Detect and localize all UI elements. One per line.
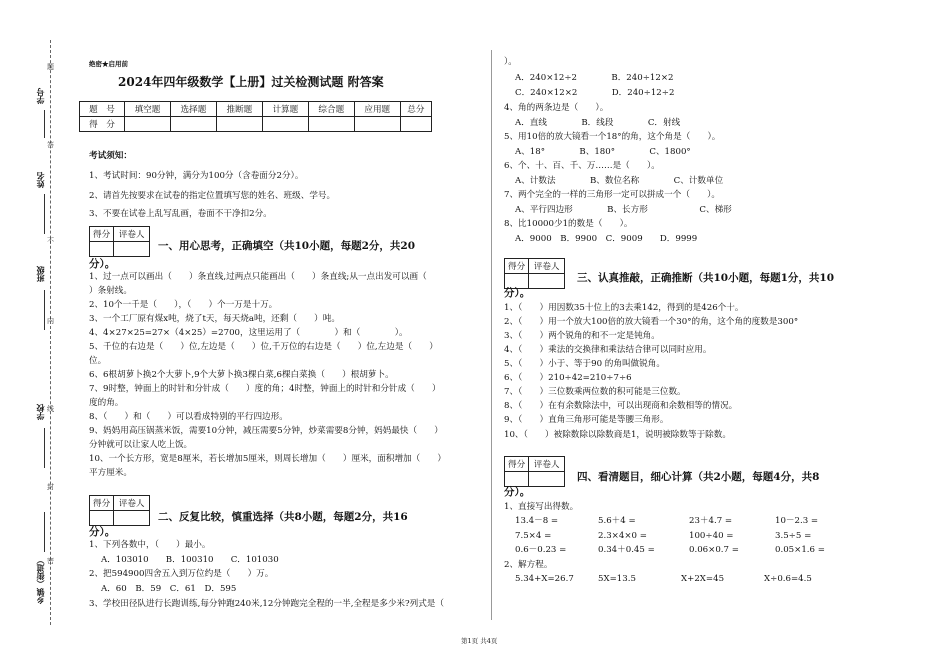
question-line: 4、4×27×25=27×（4×25）=2700，这里运用了（ ）和（ ）。 <box>89 328 408 338</box>
question-line: 2、把594900四舍五入到万位约是（ ）万。 <box>89 569 274 579</box>
township-blank[interactable] <box>34 512 45 552</box>
score-table-cell: 计算题 <box>262 102 308 117</box>
class-label: 班级 <box>35 266 45 282</box>
question-line: 1、（ ）用因数35十位上的3去乘142，得到的是426个十。 <box>504 303 744 313</box>
question-line: 3、学校田径队进行长跑训练,每分钟跑240米,12分钟跑完全程的一半,全程是多少米?列式是（ <box>89 599 444 609</box>
score-table-cell: 得 分 <box>80 117 125 132</box>
score-input-cell[interactable] <box>354 117 400 132</box>
section-title: 二、反复比较，慎重选择（共8小题，每题2分，共16 <box>158 511 408 523</box>
name-blank[interactable] <box>34 194 45 234</box>
grader-score-cell[interactable] <box>505 472 529 487</box>
township-label: 乡镇（街道） <box>35 556 45 604</box>
score-table-header-row <box>80 102 432 117</box>
notice-item: 3、不要在试卷上乱写乱画，卷面不干净扣2分。 <box>89 209 272 219</box>
notice-item: 2、请首先按要求在试卷的指定位置填写您的姓名、班级、学号。 <box>89 191 336 201</box>
secret-label: 绝密★启用前 <box>89 60 128 68</box>
student-id-label: 学号 <box>35 88 45 104</box>
calc-item: 3.5÷5 = <box>775 531 812 541</box>
notice-title: 考试须知： <box>89 151 132 161</box>
equation-item: X+2X=45 <box>681 574 725 584</box>
grader-reviewer-cell[interactable] <box>114 242 150 257</box>
grader-reviewer-label: 评卷人 <box>114 496 150 511</box>
question-line: 9、妈妈用高压锅蒸米饭，需要10分钟，减压需要5分钟，炒菜需要8分钟，妈妈最快（ ） <box>89 426 443 436</box>
question-line: 2、（ ）用一个放大100倍的放大镜看一个30°的角，这个角的度数是300° <box>504 317 799 327</box>
grader-score-label: 得分 <box>505 259 529 274</box>
section-title-end: 分）。 <box>504 287 531 299</box>
grader-score-label: 得分 <box>90 227 114 242</box>
binding-dashed-line <box>50 40 51 625</box>
calc-item: 5.6＋4 = <box>598 516 636 526</box>
calc-item: 2.3×4×0 = <box>598 531 647 541</box>
question-line: A．240×12÷2 B．240÷12×2 <box>515 73 674 83</box>
equation-item: X÷0.6=4.5 <box>764 574 812 584</box>
question-line: 分钟就可以让家人吃上饭。 <box>89 440 193 450</box>
score-input-cell[interactable] <box>262 117 308 132</box>
column-divider <box>491 50 492 620</box>
score-table-cell: 推断题 <box>216 102 262 117</box>
question-line: 10、（ ）被除数除以除数商是1，说明被除数等于除数。 <box>504 430 731 440</box>
grader-reviewer-cell[interactable] <box>529 274 565 289</box>
grader-reviewer-label: 评卷人 <box>114 227 150 242</box>
question-line: 5、用10倍的放大镜看一个18°的角，这个角是（ ）。 <box>504 132 721 142</box>
calc-item: 0.05×1.6 = <box>775 545 825 555</box>
question-line: 1、过一点可以画出（ ）条直线,过两点只能画出（ ）条直线;从一点出发可以画（ <box>89 272 427 282</box>
notice-item: 1、考试时间：90分钟，满分为100分（含卷面分2分）。 <box>89 171 304 181</box>
section-title-end: 分）。 <box>504 486 531 498</box>
score-table-cell: 应用题 <box>354 102 400 117</box>
question-line: C．240×12×2 D．240÷12÷2 <box>515 88 675 98</box>
question-line: 5、（ ）小于、等于90 的角叫做锐角。 <box>504 359 665 369</box>
score-input-cell[interactable] <box>216 117 262 132</box>
cut-mark: 内 <box>47 317 54 325</box>
question-line: 2、解方程。 <box>504 560 553 570</box>
question-line: 4、（ ）乘法的交换律和乘法结合律可以同时应用。 <box>504 345 712 355</box>
page-footer: 第1页 共4页 <box>461 637 498 645</box>
score-table-score-row <box>80 117 432 132</box>
score-input-cell[interactable] <box>125 117 171 132</box>
cut-mark: 答 <box>47 141 54 149</box>
calc-item: 0.34＋0.45 = <box>598 545 655 555</box>
cut-mark: 线 <box>47 405 54 413</box>
equation-item: 5X=13.5 <box>598 574 636 584</box>
equation-item: 5.34+X=26.7 <box>515 574 574 584</box>
score-table <box>79 101 432 132</box>
calc-item: 100÷40 = <box>689 531 734 541</box>
grader-box <box>504 456 565 487</box>
score-table-cell: 总分 <box>400 102 431 117</box>
question-line: A．9000 B．9900 C．9009 D．9999 <box>515 234 698 244</box>
calc-item: 10－2.3 = <box>775 516 819 526</box>
question-line: ）。 <box>504 57 517 67</box>
question-line: 1、下列各数中，（ ）最小。 <box>89 540 211 550</box>
question-line: 3、（ ）两个锐角的和不一定是钝角。 <box>504 331 660 341</box>
question-line: A、平行四边形 B、长方形 C、梯形 <box>515 205 732 215</box>
question-line: 8、比10000少1的数是（ ）。 <box>504 219 633 229</box>
school-label: 学校 <box>35 404 45 420</box>
school-blank[interactable] <box>34 428 45 468</box>
question-line: 平方厘米。 <box>89 468 132 478</box>
score-input-cell[interactable] <box>308 117 354 132</box>
grader-score-label: 得分 <box>505 457 529 472</box>
grader-reviewer-cell[interactable] <box>114 511 150 526</box>
question-line: 度的角。 <box>89 398 124 408</box>
cut-mark: 密 <box>47 557 54 565</box>
question-line: 6、（ ）210÷42=210÷7÷6 <box>504 373 632 383</box>
score-table-cell: 选择题 <box>170 102 216 117</box>
cut-mark: 封 <box>47 483 54 491</box>
grader-score-label: 得分 <box>90 496 114 511</box>
question-line: A．60 B．59 C．61 D．595 <box>101 584 237 594</box>
question-line: A、18° B、180° C、1800° <box>515 147 691 157</box>
question-line: ）条射线。 <box>89 286 132 296</box>
grader-reviewer-label: 评卷人 <box>529 457 565 472</box>
question-line: A．103010 B．100310 C．101030 <box>101 555 279 565</box>
cut-mark: 不 <box>47 237 54 245</box>
question-line: 3、一个工厂原有煤x吨，烧了t天，每天烧a吨，还剩（ ）吨。 <box>89 314 340 324</box>
calc-item: 13.4－8 = <box>515 516 559 526</box>
score-table-cell: 综合题 <box>308 102 354 117</box>
student-id-blank[interactable] <box>34 110 45 138</box>
grader-box <box>89 495 150 526</box>
question-line: 7、（ ）三位数乘两位数的积可能是三位数。 <box>504 387 686 397</box>
score-input-cell[interactable] <box>400 117 431 132</box>
calc-item: 7.5×4 = <box>515 531 552 541</box>
question-line: A、计数法 B、数位名称 C、计数单位 <box>515 176 724 186</box>
grader-score-cell[interactable] <box>90 242 114 257</box>
grader-box <box>89 226 150 257</box>
question-line: 9、（ ）直角三角形可能是等腰三角形。 <box>504 415 669 425</box>
question-line: 1、直接写出得数。 <box>504 502 579 512</box>
question-line: 7、9时整，钟面上的时针和分针成（ ）度的角；4时整，钟面上的时针和分针成（ ） <box>89 384 441 394</box>
calc-item: 0.6－0.23 = <box>515 545 567 555</box>
calc-item: 0.06×0.7 = <box>689 545 739 555</box>
question-line: 位。 <box>89 356 107 366</box>
question-line: 6、6根胡萝卜换2个大萝卜,9个大萝卜换3棵白菜,6棵白菜换（ ）根胡萝卜。 <box>89 370 394 380</box>
class-blank[interactable] <box>34 290 45 330</box>
question-line: 8、（ ）在有余数除法中，可以出现商和余数相等的情况。 <box>504 401 738 411</box>
section-title: 四、看清题目，细心计算（共2小题，每题4分，共8 <box>577 471 820 483</box>
question-line: 8、（ ）和（ ）可以看成特别的平行四边形。 <box>89 412 288 422</box>
score-table-cell: 题 号 <box>80 102 125 117</box>
cut-mark: 题 <box>47 63 54 71</box>
grader-reviewer-cell[interactable] <box>529 472 565 487</box>
question-line: 5、千位的右边是（ ）位,左边是（ ）位,千万位的右边是（ ）位,左边是（ ） <box>89 342 438 352</box>
score-input-cell[interactable] <box>170 117 216 132</box>
section-title: 三、认真推敲，正确推断（共10小题，每题1分，共10 <box>577 272 835 284</box>
section-title: 一、用心思考，正确填空（共10小题，每题2分，共20 <box>158 240 416 252</box>
calc-item: 23＋4.7 = <box>689 516 733 526</box>
grader-reviewer-label: 评卷人 <box>529 259 565 274</box>
question-line: 4、角的两条边是（ ）。 <box>504 103 609 113</box>
score-table-cell: 填空题 <box>125 102 171 117</box>
page-title: 2024年四年级数学【上册】过关检测试题 附答案 <box>118 75 384 89</box>
question-line: 6、个、十、百、千、万……是（ ）。 <box>504 161 660 171</box>
question-line: 7、两个完全的一样的三角形一定可以拼成一个（ ）。 <box>504 190 721 200</box>
section-title-end: 分）。 <box>89 258 116 270</box>
name-label: 姓名 <box>35 172 45 188</box>
grader-box <box>504 258 565 289</box>
question-line: 10、一个长方形，宽是8厘米，若长增加5厘米，则周长增加（ ）厘米，面积增加（ ） <box>89 454 447 464</box>
section-title-end: 分）。 <box>89 526 116 538</box>
question-line: 2、10个一千是（ ），（ ）个一万是十万。 <box>89 300 278 310</box>
question-line: A．直线 B．线段 C．射线 <box>515 118 681 128</box>
grader-score-cell[interactable] <box>90 511 114 526</box>
